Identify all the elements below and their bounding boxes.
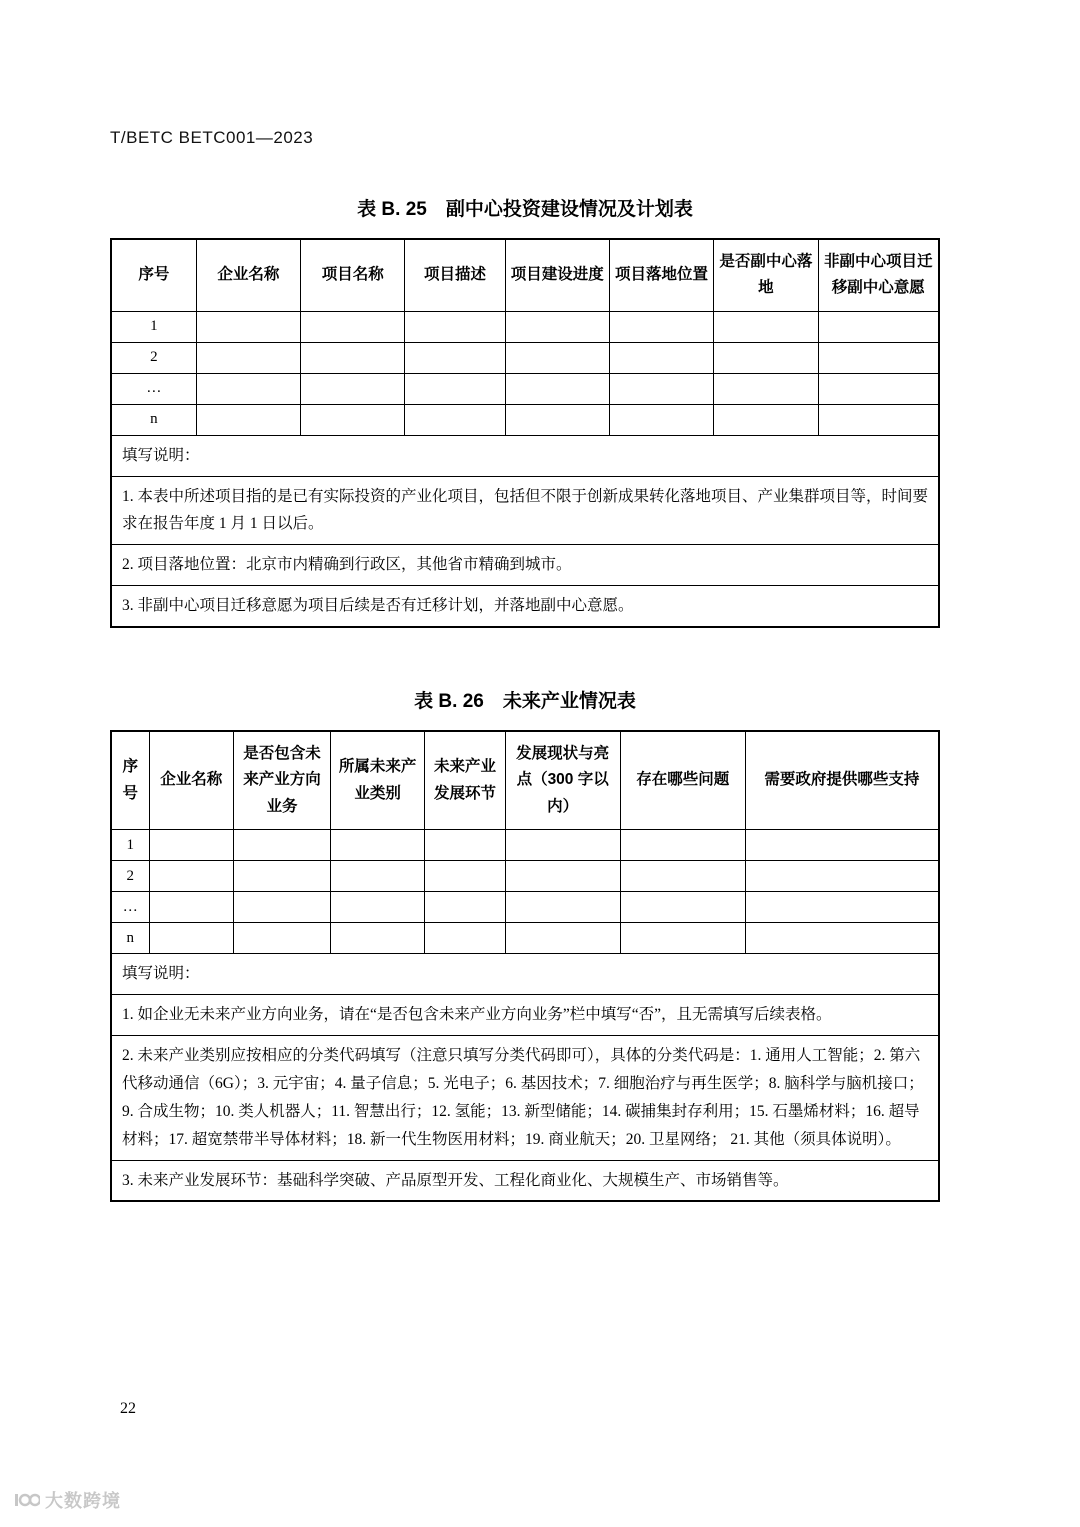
empty-data-cell xyxy=(234,861,331,892)
empty-data-cell xyxy=(425,923,505,954)
empty-data-cell xyxy=(505,923,620,954)
watermark-logo-icon xyxy=(14,1491,40,1509)
row-index-cell: n xyxy=(111,404,196,435)
empty-data-cell xyxy=(620,830,745,861)
notes-title: 填写说明： xyxy=(111,435,939,476)
table-row xyxy=(111,404,939,435)
document-standard-code: T/BETC BETC001—2023 xyxy=(110,128,314,147)
empty-data-cell xyxy=(609,342,713,373)
empty-data-cell xyxy=(405,342,505,373)
empty-data-cell xyxy=(505,892,620,923)
note-2: 2. 未来产业类别应按相应的分类代码填写（注意只填写分类代码即可），具体的分类代码是：1. 通用人工智能；2. 第六代移动通信（6G）；3. 元宇宙；4. 量子信息；5. 光电子；6. 基因技术；7. 细胞治疗与再生医学；8. 脑科学与脑机接口；9. 合成生物；10. 类人机器人；11. 智慧出行；12. 氢能；13. 新型储能；14. 碳捕集封存利用；15. 石墨烯材料；16. 超导材料；17. 超宽禁带半导体材料；18. 新一代生物医用材料；19. 商业航天；20. 卫星网络； 21. 其他（须具体说明）。 xyxy=(111,1035,939,1160)
table-row xyxy=(111,830,939,861)
watermark-text: 大数跨境 xyxy=(45,1491,121,1511)
empty-data-cell xyxy=(149,892,233,923)
column-header: 是否包含未来产业方向业务 xyxy=(234,731,331,830)
empty-data-cell xyxy=(149,830,233,861)
note-3-row xyxy=(111,1160,939,1201)
column-header: 企业名称 xyxy=(196,239,300,311)
column-header: 是否副中心落地 xyxy=(714,239,818,311)
column-header: 非副中心项目迁移副中心意愿 xyxy=(818,239,939,311)
empty-data-cell xyxy=(745,830,939,861)
empty-data-cell xyxy=(149,861,233,892)
empty-data-cell xyxy=(330,923,424,954)
notes-title: 填写说明： xyxy=(111,954,939,995)
row-index-cell: 2 xyxy=(111,342,196,373)
empty-data-cell xyxy=(234,892,331,923)
empty-data-cell xyxy=(405,404,505,435)
empty-data-cell xyxy=(818,311,939,342)
column-header: 需要政府提供哪些支持 xyxy=(745,731,939,830)
empty-data-cell xyxy=(196,311,300,342)
empty-data-cell xyxy=(609,404,713,435)
empty-data-cell xyxy=(505,342,609,373)
note-3: 3. 未来产业发展环节：基础科学突破、产品原型开发、工程化商业化、大规模生产、市场销售等。 xyxy=(111,1160,939,1201)
column-header: 项目描述 xyxy=(405,239,505,311)
row-index-cell: … xyxy=(111,373,196,404)
note-3-row xyxy=(111,586,939,627)
empty-data-cell xyxy=(505,830,620,861)
empty-data-cell xyxy=(301,311,405,342)
page-content xyxy=(110,128,940,1202)
empty-data-cell xyxy=(301,342,405,373)
empty-data-cell xyxy=(505,861,620,892)
empty-data-cell xyxy=(330,892,424,923)
empty-data-cell xyxy=(818,404,939,435)
header-row xyxy=(111,239,939,311)
notes-title-row xyxy=(111,435,939,476)
note-1: 1. 如企业无未来产业方向业务，请在“是否包含未来产业方向业务”栏中填写“否”，且无需填写后续表格。 xyxy=(111,995,939,1036)
empty-data-cell xyxy=(405,373,505,404)
column-header: 项目建设进度 xyxy=(505,239,609,311)
table-b26 xyxy=(110,730,940,1202)
column-header: 存在哪些问题 xyxy=(620,731,745,830)
empty-data-cell xyxy=(505,404,609,435)
note-3: 3. 非副中心项目迁移意愿为项目后续是否有迁移计划，并落地副中心意愿。 xyxy=(111,586,939,627)
empty-data-cell xyxy=(301,404,405,435)
column-header: 发展现状与亮点（300 字以内） xyxy=(505,731,620,830)
note-2: 2. 项目落地位置：北京市内精确到行政区，其他省市精确到城市。 xyxy=(111,545,939,586)
note-2-row xyxy=(111,545,939,586)
empty-data-cell xyxy=(425,830,505,861)
watermark xyxy=(14,1487,121,1513)
empty-data-cell xyxy=(234,923,331,954)
empty-data-cell xyxy=(196,404,300,435)
empty-data-cell xyxy=(714,404,818,435)
table-row xyxy=(111,373,939,404)
row-index-cell: 1 xyxy=(111,311,196,342)
empty-data-cell xyxy=(745,861,939,892)
empty-data-cell xyxy=(620,861,745,892)
row-index-cell: … xyxy=(111,892,149,923)
table-row xyxy=(111,342,939,373)
page-number: 22 xyxy=(120,1400,136,1417)
empty-data-cell xyxy=(405,311,505,342)
column-header: 企业名称 xyxy=(149,731,233,830)
empty-data-cell xyxy=(818,373,939,404)
note-1-row xyxy=(111,995,939,1036)
empty-data-cell xyxy=(714,311,818,342)
empty-data-cell xyxy=(745,892,939,923)
table-b26-title: 表 B. 26 未来产业情况表 xyxy=(414,691,636,713)
row-index-cell: n xyxy=(111,923,149,954)
table-row xyxy=(111,892,939,923)
note-1: 1. 本表中所述项目指的是已有实际投资的产业化项目，包括但不限于创新成果转化落地项目、产业集群项目等，时间要求在报告年度 1 月 1 日以后。 xyxy=(111,476,939,545)
header-row xyxy=(111,731,939,830)
row-index-cell: 2 xyxy=(111,861,149,892)
column-header: 项目落地位置 xyxy=(609,239,713,311)
empty-data-cell xyxy=(330,861,424,892)
column-header: 项目名称 xyxy=(301,239,405,311)
table-b25 xyxy=(110,238,940,628)
empty-data-cell xyxy=(505,311,609,342)
column-header: 序号 xyxy=(111,239,196,311)
table-b25-section xyxy=(110,194,940,628)
table-row xyxy=(111,923,939,954)
empty-data-cell xyxy=(196,342,300,373)
empty-data-cell xyxy=(609,373,713,404)
column-header: 序号 xyxy=(111,731,149,830)
empty-data-cell xyxy=(714,373,818,404)
empty-data-cell xyxy=(425,892,505,923)
table-b26-section xyxy=(110,686,940,1202)
row-index-cell: 1 xyxy=(111,830,149,861)
note-1-row xyxy=(111,476,939,545)
empty-data-cell xyxy=(745,923,939,954)
empty-data-cell xyxy=(330,830,424,861)
empty-data-cell xyxy=(818,342,939,373)
empty-data-cell xyxy=(234,830,331,861)
column-header: 未来产业发展环节 xyxy=(425,731,505,830)
column-header: 所属未来产业类别 xyxy=(330,731,424,830)
empty-data-cell xyxy=(301,373,405,404)
empty-data-cell xyxy=(620,892,745,923)
table-row xyxy=(111,311,939,342)
empty-data-cell xyxy=(149,923,233,954)
empty-data-cell xyxy=(620,923,745,954)
empty-data-cell xyxy=(196,373,300,404)
empty-data-cell xyxy=(609,311,713,342)
table-b25-title: 表 B. 25 副中心投资建设情况及计划表 xyxy=(357,199,693,220)
notes-title-row xyxy=(111,954,939,995)
note-2-row xyxy=(111,1035,939,1160)
empty-data-cell xyxy=(425,861,505,892)
empty-data-cell xyxy=(714,342,818,373)
table-row xyxy=(111,861,939,892)
empty-data-cell xyxy=(505,373,609,404)
